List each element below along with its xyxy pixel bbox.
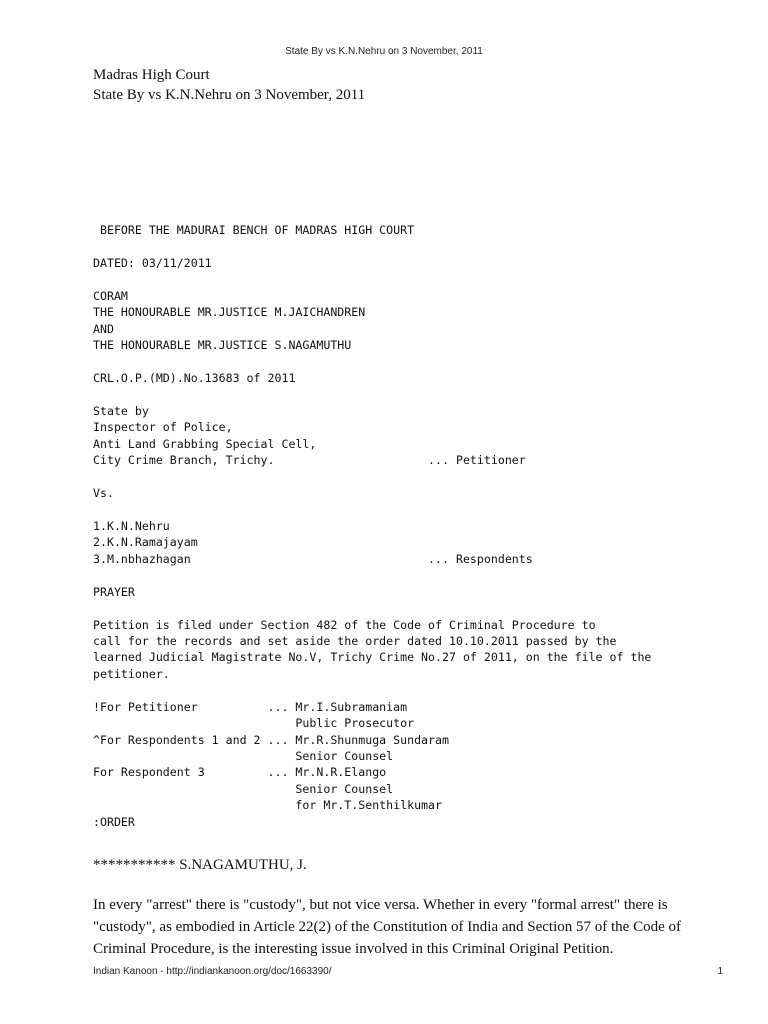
order-line: !For Petitioner ... Mr.I.Subramaniam [93,699,408,714]
order-line: AND [93,321,114,336]
order-line: City Crime Branch, Trichy. ... Petitioner [93,453,526,468]
order-line: BEFORE THE MADURAI BENCH OF MADRAS HIGH COURT [93,223,415,237]
order-line: Petition is filed under Section 482 of the Code of Criminal Procedure to [93,617,596,632]
order-line: DATED: 03/11/2011 [93,255,212,270]
order-line [93,271,743,287]
judgment-paragraph [93,894,733,960]
order-line: for Mr.T.Senthilkumar [93,798,443,813]
order-line: THE HONOURABLE MR.JUSTICE M.JAICHANDREN [93,305,366,320]
paragraph-line: In every "arrest" there is "custody", but not vice versa. Whether in every "formal arrest" there is [93,897,668,913]
order-line: 3.M.nbhazhagan ... Respondents [93,551,533,566]
paragraph-line: Criminal Procedure, is the interesting issue involved in this Criminal Original Petition. [93,941,614,957]
order-line [93,238,743,254]
order-line: ^For Respondents 1 and 2 ... Mr.R.Shunmuga Sundaram [93,732,449,747]
order-line: For Respondent 3 ... Mr.N.R.Elango [93,765,387,780]
order-line: petitioner. [93,666,170,681]
order-line: learned Judicial Magistrate No.V, Trichy Crime No.27 of 2011, on the file of the [93,650,652,665]
order-line [93,469,743,485]
order-line [93,682,743,698]
order-line [93,600,743,616]
order-line: PRAYER [93,584,135,599]
judge-signature-line: *********** S.NAGAMUTHU, J. [93,857,307,873]
order-line: :ORDER [93,814,135,829]
order-line: Senior Counsel [93,781,394,796]
document-title [93,66,733,105]
order-line: Inspector of Police, [93,420,233,435]
order-line: call for the records and set aside the order dated 10.10.2011 passed by the [93,633,617,648]
order-line: 1.K.N.Nehru [93,518,170,533]
order-preamble [93,222,743,830]
order-line: State by [93,403,149,418]
order-line: Senior Counsel [93,749,394,763]
order-line: CRL.O.P.(MD).No.13683 of 2011 [93,370,296,385]
order-line [93,501,743,517]
order-line [93,386,743,402]
page-footer [93,966,723,977]
running-header: State By vs K.N.Nehru on 3 November, 2011 [285,46,483,57]
court-name: Madras High Court [93,67,210,83]
order-line: CORAM [93,288,128,303]
footer-source-link[interactable]: Indian Kanoon - http://indiankanoon.org/doc/1663390/ [93,966,332,977]
order-line: 2.K.N.Ramajayam [93,535,198,550]
case-title: State By vs K.N.Nehru on 3 November, 2011 [93,86,366,103]
order-line: Anti Land Grabbing Special Cell, [93,436,317,451]
order-line: THE HONOURABLE MR.JUSTICE S.NAGAMUTHU [93,338,352,353]
page-number: 1 [717,966,723,977]
order-line [93,354,743,370]
paragraph-line: "custody", as embodied in Article 22(2) of the Constitution of India and Section 57 of the Code of [93,919,681,935]
order-line [93,567,743,583]
order-line: Vs. [93,486,114,500]
order-line: Public Prosecutor [93,716,415,731]
